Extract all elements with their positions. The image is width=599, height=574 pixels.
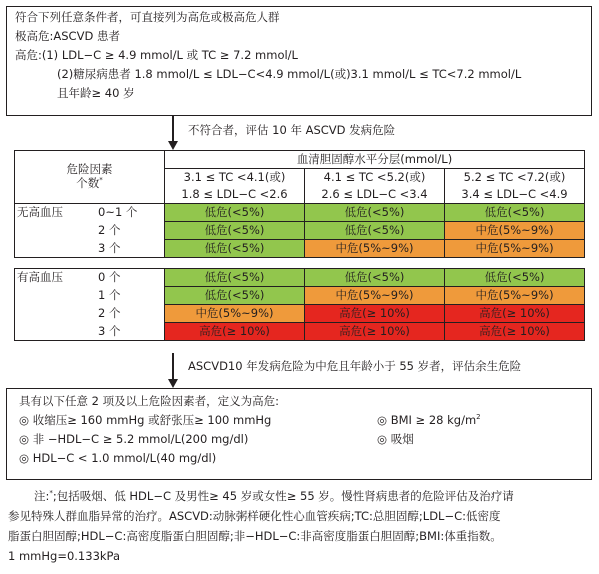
count-footnote-mark: * [99, 176, 103, 185]
risk-cell-mid: 中危(5%~9%) [445, 222, 585, 240]
risk-cell-high: 高危(≥ 10%) [445, 305, 585, 323]
row-header [15, 287, 165, 305]
arrow2-label: ASCVD10 年发病危险为中危且年龄小于 55 岁者，评估余生危险 [188, 359, 522, 373]
risk-factor-count: 3 个 [98, 240, 121, 255]
row-header [15, 323, 165, 341]
risk-cell-low: 低危(<5%) [165, 287, 305, 305]
footnote-line1-text: ;包括吸烟、低 HDL−C 及男性≥ 45 岁或女性≥ 55 岁。慢性肾病患者的危险评估及治疗请 [52, 489, 514, 503]
table-row [15, 287, 585, 305]
risk-assessment-table [14, 150, 585, 341]
risk-factor-count: 2 个 [98, 305, 121, 320]
row-header [15, 305, 165, 323]
risk-factor-smoking: ◎ 吸烟 [377, 432, 414, 446]
risk-factor-line-3 [19, 452, 579, 471]
risk-cell-low: 低危(<5%) [305, 222, 445, 240]
risk-cell-mid: 中危(5%~9%) [445, 287, 585, 305]
footnote-line-1 [8, 486, 596, 506]
col2-ldl: 2.6 ≤ LDL−C <3.4 [305, 186, 445, 204]
high-risk-criteria-3: 且年龄≥ 40 岁 [57, 86, 135, 100]
footnote-prefix: 注: [34, 489, 50, 503]
risk-factor-bp: ◎ 收缩压≥ 160 mmHg 或舒张压≥ 100 mmHg [19, 413, 272, 427]
down-arrow-icon [165, 353, 181, 388]
risk-factor-line-2 [19, 433, 579, 452]
row-header [15, 269, 165, 287]
no-hypertension-group [15, 204, 585, 258]
risk-cell-high: 高危(≥ 10%) [445, 323, 585, 341]
col3-ldl: 3.4 ≤ LDL−C <4.9 [445, 186, 585, 204]
risk-factor-count: 0~1 个 [98, 205, 138, 219]
col1-tc: 3.1 ≤ TC <4.1(或) [165, 169, 305, 187]
table-row [15, 305, 585, 323]
table-row [15, 240, 585, 258]
risk-cell-high: 高危(≥ 10%) [165, 323, 305, 341]
table-row [15, 204, 585, 222]
arrow1-label: 不符合者，评估 10 年 ASCVD 发病危险 [188, 123, 396, 137]
risk-cell-mid: 中危(5%~9%) [165, 305, 305, 323]
group-label: 无高血压 [17, 205, 63, 219]
risk-factor-bmi-wrap [377, 414, 481, 428]
count-header-wrap [15, 177, 164, 191]
risk-cell-low: 低危(<5%) [445, 204, 585, 222]
risk-factor-count: 0 个 [98, 270, 121, 284]
bmi-unit-sup: 2 [476, 413, 481, 422]
risk-factor-count: 2 个 [98, 222, 121, 237]
high-risk-criteria-2: (2)糖尿病患者 1.8 mmol/L ≤ LDL−C<4.9 mmol/L(或)3.1 mmol/L ≤ TC<7.2 mmol/L [57, 67, 522, 81]
col3-tc: 5.2 ≤ TC <7.2(或) [445, 169, 585, 187]
cholesterol-header: 血清胆固醇水平分层(mmol/L) [165, 151, 585, 169]
high-risk-criteria-1: 高危:(1) LDL−C ≥ 4.9 mmol/L 或 TC ≥ 7.2 mmol/L [15, 48, 298, 62]
hypertension-group [15, 269, 585, 341]
footnote-mark: * [49, 489, 53, 498]
risk-cell-low: 低危(<5%) [305, 269, 445, 287]
footnote-line-4: 1 mmHg=0.133kPa [8, 549, 121, 563]
table-row [15, 222, 585, 240]
direct-classification-title: 符合下列任意条件者，可直接列为高危或极高危人群 [15, 10, 280, 24]
col1-ldl: 1.8 ≤ LDL−C <2.6 [165, 186, 305, 204]
risk-cell-low: 低危(<5%) [305, 204, 445, 222]
row-header [15, 240, 165, 258]
risk-cell-mid: 中危(5%~9%) [305, 287, 445, 305]
risk-cell-high: 高危(≥ 10%) [305, 323, 445, 341]
risk-cell-low: 低危(<5%) [165, 269, 305, 287]
direct-classification-box [6, 6, 592, 116]
risk-cell-low: 低危(<5%) [165, 240, 305, 258]
risk-cell-mid: 中危(5%~9%) [305, 240, 445, 258]
risk-factor-header-text: 危险因素 [66, 162, 113, 177]
row-header [15, 204, 165, 222]
down-arrow-icon [165, 116, 181, 150]
risk-factor-hdl: ◎ HDL−C < 1.0 mmol/L(40 mg/dl) [19, 451, 217, 465]
lifetime-risk-title: 具有以下任意 2 项及以上危险因素者，定义为高危: [19, 394, 279, 408]
footnote-line-2: 参见特殊人群血脂异常的治疗。ASCVD:动脉粥样硬化性心血管疾病;TC:总胆固醇;LDL−C:低密度 [8, 509, 501, 523]
footnote-line-3: 脂蛋白胆固醇;HDL−C:高密度脂蛋白胆固醇;非−HDL−C:非高密度脂蛋白胆固醇;BMI:体重指数。 [8, 529, 502, 543]
row-header [15, 222, 165, 240]
footnote [8, 486, 596, 566]
risk-cell-low: 低危(<5%) [165, 222, 305, 240]
group-label: 有高血压 [17, 270, 63, 284]
risk-factor-count: 3 个 [98, 323, 121, 338]
risk-factor-non-hdl: ◎ 非 −HDL−C ≥ 5.2 mmol/L(200 mg/dl) [19, 432, 249, 446]
count-header-text: 个数 [76, 176, 100, 190]
col2-tc: 4.1 ≤ TC <5.2(或) [305, 169, 445, 187]
risk-cell-low: 低危(<5%) [165, 204, 305, 222]
table-row [15, 269, 585, 287]
risk-factor-bmi: ◎ BMI ≥ 28 kg/m [377, 413, 477, 427]
risk-factor-count: 1 个 [98, 287, 121, 302]
very-high-risk-criteria: 极高危:ASCVD 患者 [15, 29, 120, 43]
lifetime-risk-box [6, 388, 592, 480]
risk-cell-high: 高危(≥ 10%) [305, 305, 445, 323]
risk-factor-count-header [15, 151, 165, 204]
risk-factor-line-1 [19, 414, 579, 433]
table-row [15, 323, 585, 341]
risk-cell-mid: 中危(5%~9%) [445, 240, 585, 258]
risk-cell-low: 低危(<5%) [445, 269, 585, 287]
